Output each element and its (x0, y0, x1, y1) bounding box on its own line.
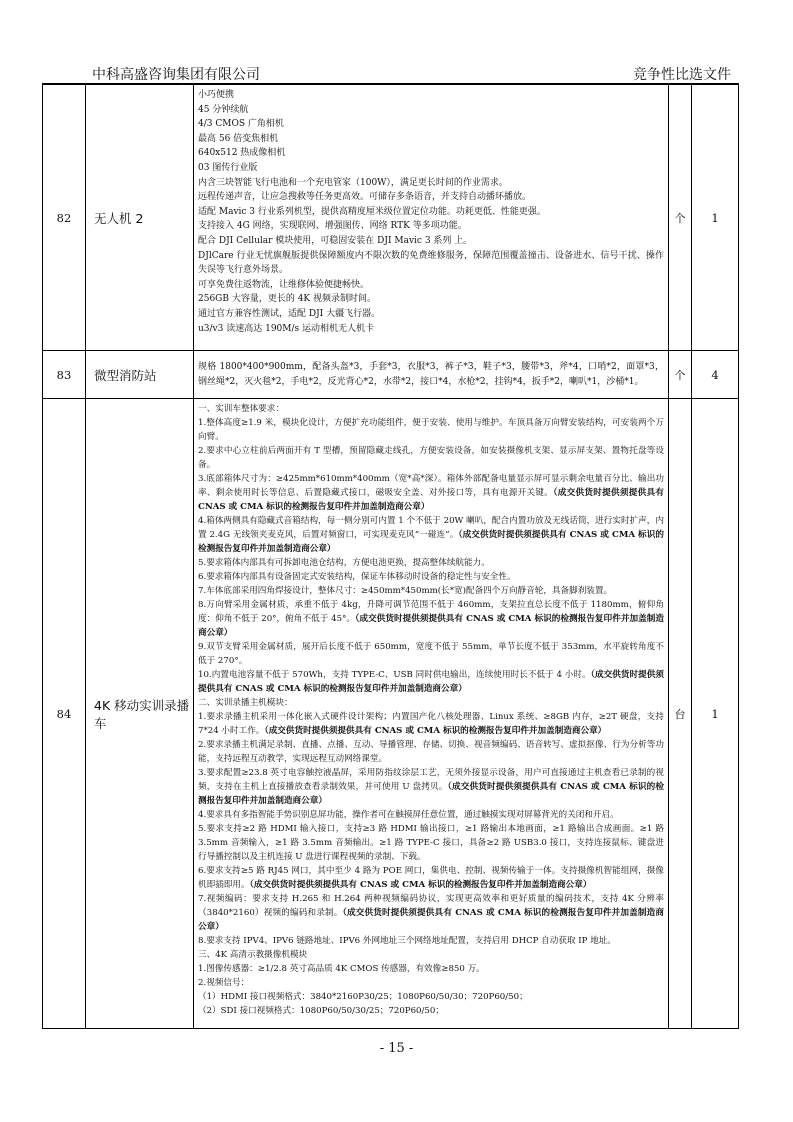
desc-line (198, 640, 664, 668)
item-description (194, 399, 669, 1029)
page-header (84, 60, 739, 82)
desc-line (198, 584, 664, 598)
desc-text: 1.图像传感器：≥1/2.8 英寸高品质 4K CMOS 传感器，有效像≥850 万。 (198, 964, 485, 974)
desc-line (198, 990, 664, 1004)
desc-text: 7.视频编码：要求支持 H.265 和 H.264 两种视频编码协议，实现更高效率和更好质量的编码技术，支持 4K 分辨率（3840*2160）视频的编码和录制。 (198, 894, 664, 918)
compliance-note: （成交供货时提供须提供具有 CNAS 或 CMA 标识的检测报告复印件并加盖制造商公章） (198, 908, 664, 932)
desc-line: DJlCare 行业无忧旗舰版提供保障额度内不限次数的免费维修服务，保障范围覆盖撞击、设备进水、信号干扰、操作失误等飞行意外场景。 (198, 250, 664, 276)
item-unit: 个 (669, 85, 692, 351)
document-type: 竞争性比选文件 (633, 67, 731, 83)
desc-text: 3.要求配置≥23.8 英寸电容触控液晶屏，采用防指纹涂层工艺，无须外接显示设备，用户可直接通过主机查看已录制的视频，支持在主机上直接播放查看录制效果，并可使用 U 盘拷贝。 (198, 768, 664, 792)
desc-text: 2.要求中心立柱前后两面开有 T 型槽，预留隐藏走线孔，方便安装设备，如安装摄像机支架、显示屏支架、置物托盘等设备。 (198, 446, 664, 470)
desc-line: 45 分钟续航 (198, 104, 249, 115)
desc-line (198, 556, 664, 570)
desc-text: 二、实训录播主机模块： (198, 698, 293, 708)
desc-line: 通过官方兼容性测试，适配 DJI 大疆飞行器。 (198, 308, 381, 319)
compliance-note: （成交供货时提供须提供具有 CNAS 或 CMA 标识的检测报告复印件并加盖制造商公章） (198, 488, 664, 512)
item-unit: 台 (669, 399, 692, 1029)
desc-line (198, 934, 664, 948)
item-unit: 个 (669, 351, 692, 399)
table-row (43, 85, 739, 351)
desc-line (198, 808, 664, 822)
desc-text: 三、4K 高清示教摄像机模块 (198, 950, 308, 960)
desc-line (198, 570, 664, 584)
desc-line (198, 864, 664, 892)
desc-text: 6.要求箱体内部具有设备固定式安装结构，保证车体移动时设备的稳定性与安全性。 (198, 572, 516, 582)
item-description (194, 85, 669, 351)
compliance-note: （成交供货时提供须提供具有 CNAS 或 CMA 标识的检测报告复印件并加盖制造商公章） (264, 726, 607, 736)
row-number: 82 (43, 85, 86, 351)
desc-line: 配合 DJI Cellular 模块使用，可稳固安装在 DJI Mavic 3 系列 上。 (198, 235, 473, 246)
desc-text: （1）HDMI 接口视频格式：3840*2160P30/25；1080P60/50/30；720P60/50； (198, 992, 528, 1002)
compliance-note: （成交供货时提供须提供具有 CNAS 或 CMA 标识的检测报告复印件并加盖制造商公章） (198, 530, 664, 554)
desc-line (198, 514, 664, 556)
desc-line (198, 472, 664, 514)
table-row (43, 351, 739, 399)
desc-line: 03 图传行业版 (198, 162, 258, 173)
desc-line: 规格 1800*400*900mm，配备头盔*3，手套*3，衣服*3，裤子*3，鞋子*3，腰带*3，斧*4，口哨*2，面罩*3，钢丝绳*2，灭火毯*2，手电*2，反光背心*2，水带*2，接口*4，水枪*2，挂钩*4，扳手*2，喇叭*1，沙桶*1。 (198, 361, 664, 387)
desc-line: 远程传递声音，让应急搜救等任务更高效。可储存多条语音，并支持自动播环播放。 (198, 192, 532, 203)
desc-line: 适配 Mavic 3 行业系列机型，提供高精度厘米级位置定位功能。功耗更低、性能更强。 (198, 206, 546, 217)
desc-line (198, 444, 664, 472)
item-quantity: 1 (692, 85, 739, 351)
item-description (194, 351, 669, 399)
item-name: 微型消防站 (86, 351, 194, 399)
desc-line: 4/3 CMOS 广角相机 (198, 119, 284, 130)
desc-line (198, 822, 664, 864)
desc-text: 9.双节支臂采用金属材质，展开后长度不低于 650mm，宽度不低于 55mm，单节长度不低于 353mm，水平旋转角度不低于 270°。 (198, 642, 664, 666)
table-row (43, 399, 739, 1029)
page-number: - 15 - (379, 1041, 414, 1056)
compliance-note: （成交供货时提供须提供具有 CNAS 或 CMA 标识的检测报告复印件并加盖制造商公章） (198, 782, 664, 806)
item-quantity: 4 (692, 351, 739, 399)
desc-line: 支持接入 4G 网络，实现联网、增强图传、网络 RTK 等多项功能。 (198, 221, 467, 232)
desc-line (198, 892, 664, 934)
desc-line (198, 1004, 664, 1018)
desc-text: 一、实训车整体要求： (198, 404, 284, 414)
desc-text: 7.车体底部采用四角焊接设计，整体尺寸：≥450mm*450mm(长*宽)配备四个万向静音轮，具备脚刹装置。 (198, 586, 613, 596)
row-number: 84 (43, 399, 86, 1029)
desc-line: u3/v3 读速高达 190M/s 运动相机无人机卡 (198, 323, 374, 334)
desc-line (198, 976, 664, 990)
desc-line (198, 962, 664, 976)
desc-text: 2.视频信号： (198, 978, 250, 988)
desc-line (198, 738, 664, 766)
company-name: 中科高盛咨询集团有限公司 (92, 67, 260, 83)
desc-line: 256GB 大容量，更长的 4K 视频录制时间。 (198, 294, 377, 305)
compliance-note: （成交供货时提供须提供具有 CNAS 或 CMA 标识的检测报告复印件并加盖制造商公章） (249, 880, 592, 890)
desc-line: 最高 56 倍变焦相机 (198, 133, 279, 144)
item-quantity: 1 (692, 399, 739, 1029)
desc-line (198, 696, 664, 710)
desc-line (198, 948, 664, 962)
desc-text: 4.箱体两侧具有隐藏式音箱结构，每一侧分别可内置 1 个不低于 20W 喇叭，配合内置功放及无线话筒，进行实时扩声，内置 2.4G 无线领夹麦克风，后置对频窗口，可实现麦克风“一碰连”。 (198, 516, 664, 540)
desc-text: 2.要求录播主机满足录制、直播、点播、互动、导播管理、存储、切换、视音频编码、语音转写、虚拟抠像、行为分析等功能，支持远程互动教学，实现远程互动网络课堂。 (198, 740, 664, 764)
desc-line (198, 598, 664, 640)
desc-text: 3.底部箱体尺寸为：≥425mm*610mm*400mm（宽*高*深）。箱体外部配备电量显示屏可显示剩余电量百分比、输出功率、剩余使用时长等信息、后置隐藏式接口，磁吸安全盖、对外接口等，具有电源开关键。 (198, 474, 664, 498)
desc-line: 640x512 热成像相机 (198, 148, 286, 159)
desc-text: 8.要求支持 IPV4、IPV6 链路地址、IPV6 外网地址三个网络地址配置，支持启用 DHCP 自动获取 IP 地址。 (198, 936, 616, 946)
item-name: 无人机 2 (86, 85, 194, 351)
desc-line: 小巧便携 (198, 90, 235, 100)
desc-text: 5.要求箱体内部具有可拆卸电池仓结构，方便电池更换，提高整体续航能力。 (198, 558, 490, 568)
desc-text: 4.要求具有多指智能手势识别息屏功能，操作者可在触摸屏任意位置，通过触摸实现对屏幕背光的关闭和开启。 (198, 810, 619, 820)
desc-text: 1.整体高度≥1.9 米，模块化设计，方便扩充功能组件，便于安装、使用与维护。车顶具备万向臂安装结构，可安装两个万向臂。 (198, 418, 664, 442)
desc-line (198, 402, 664, 416)
desc-line (198, 766, 664, 808)
spec-table (42, 84, 739, 1029)
desc-text: 10.内置电池容量不低于 570Wh，支持 TYPE-C、USB 同时供电输出，连续使用时长不低于 4 小时。 (198, 670, 591, 680)
desc-line: 内含三块智能飞行电池和一个充电管家（100W），满足更长时间的作业需求。 (198, 177, 508, 188)
desc-line (198, 416, 664, 444)
desc-line (198, 710, 664, 738)
desc-text: 8.万向臂采用金属材质，承重不低于 4kg，升降可调节范围不低于 460mm，支架拉直总长度不低于 1180mm，俯仰角度：仰角不低于 20°，俯角不低于 45°。 (198, 600, 664, 624)
compliance-note: （成交供货时提供须提供具有 CNAS 或 CMA 标识的检测报告复印件并加盖制造商公章） (198, 614, 664, 638)
desc-line (198, 668, 664, 696)
row-number: 83 (43, 351, 86, 399)
desc-text: （2）SDI 接口视频格式：1080P60/50/30/25；720P60/50； (198, 1006, 444, 1016)
desc-text: 6.要求支持≥5 路 RJ45 网口，其中至少 4 路为 POE 网口，集供电、控制、视频传输于一体。支持摄像机智能组网，摄像机即插即用。 (198, 866, 664, 890)
compliance-note: （成交供货时提供须提供具有 CNAS 或 CMA 标识的检测报告复印件并加盖制造商公章） (198, 670, 664, 694)
desc-text: 5.要求支持≥2 路 HDMI 输入接口，支持≥3 路 HDMI 输出接口，≥1 路输出本地画面，≥1 路输出合成画面。≥1 路 3.5mm 音频输入，≥1 路 3.5mm 音频输出。≥1 路 TYPE-C 接口，具备≥2 路 USB3.0 接口，支持连接鼠标、键盘进行导播控制以及主机连接 U 盘进行课程视频的录制、下载。 (198, 824, 664, 862)
desc-text: 1.要求录播主机采用一体化嵌入式硬件设计架构；内置国产化八核处理器、Linux 系统、≥8GB 内存，≥2T 硬盘，支持 7*24 小时工作。 (198, 712, 664, 736)
desc-line: 可享免费往返物流，让维修体验便捷畅快。 (198, 279, 370, 290)
item-name: 4K 移动实训录播车 (86, 399, 194, 1029)
